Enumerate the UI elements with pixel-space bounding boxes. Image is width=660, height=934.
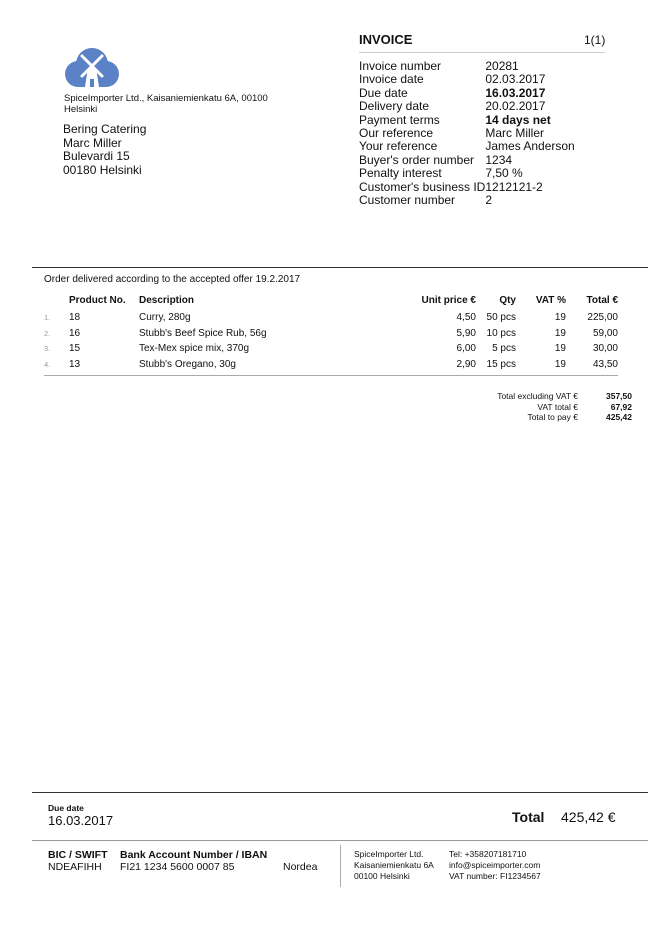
detail-row	[359, 140, 575, 153]
col-index-header	[44, 294, 69, 310]
totals-value: 67,92	[610, 401, 632, 412]
detail-row	[359, 100, 575, 113]
line-total: 30,00	[592, 343, 618, 355]
detail-row	[359, 154, 575, 167]
detail-label: Delivery date	[359, 99, 430, 114]
table-row	[44, 326, 618, 342]
line-total: 43,50	[592, 358, 618, 370]
total-value: 425,42 €	[561, 809, 616, 825]
vat-percent: 19	[554, 312, 566, 324]
detail-value: 7,50 %	[485, 166, 523, 181]
footer-email: info@spiceimporter.com	[449, 860, 541, 870]
detail-label: Our reference	[359, 126, 434, 141]
detail-value: 1212121-2	[485, 179, 543, 194]
page-number: 1(1)	[584, 33, 606, 47]
line-total: 59,00	[592, 327, 618, 339]
detail-row	[359, 167, 575, 180]
col-vat: VAT %	[535, 294, 566, 306]
col-description: Description	[139, 294, 195, 306]
bank-name: Nordea	[283, 861, 318, 873]
detail-value: 20281	[485, 59, 519, 73]
detail-row	[359, 60, 575, 73]
product-no: 18	[69, 312, 81, 324]
divider	[32, 267, 648, 268]
due-date-label: Due date	[48, 803, 84, 813]
bic-label: BIC / SWIFT	[48, 849, 108, 861]
totals-value: 425,42	[606, 412, 632, 422]
qty: 50 pcs	[486, 312, 516, 324]
footer-separator	[340, 845, 341, 887]
recipient-street: Bulevardi 15	[63, 149, 130, 163]
windmill-cloud-logo	[64, 46, 120, 92]
divider	[44, 375, 618, 376]
recipient-contact: Marc Miller	[63, 135, 122, 150]
total-label: Total	[512, 809, 545, 825]
vat-percent: 19	[554, 358, 566, 370]
totals-label: VAT total €	[537, 401, 578, 412]
recipient-city: 00180 Helsinki	[63, 162, 142, 177]
totals-label: Total excluding VAT €	[497, 391, 578, 401]
col-total: Total €	[586, 294, 618, 306]
due-date-value: 16.03.2017	[48, 813, 114, 828]
detail-label: Due date	[359, 85, 408, 100]
vat-percent: 19	[554, 343, 566, 355]
product-no: 16	[69, 327, 81, 339]
qty: 5 pcs	[492, 343, 516, 355]
iban-value: FI21 1234 5600 0007 85	[120, 861, 235, 873]
recipient-name: Bering Catering	[63, 122, 147, 136]
detail-row	[359, 194, 575, 207]
description: Stubb's Oregano, 30g	[139, 358, 236, 370]
row-index: 1.	[44, 313, 51, 323]
bic-value: NDEAFIHH	[48, 861, 102, 873]
row-index: 4.	[44, 359, 51, 369]
detail-value: James Anderson	[485, 139, 575, 154]
col-qty: Qty	[499, 294, 516, 306]
line-total: 225,00	[587, 312, 618, 324]
vat-percent: 19	[554, 327, 566, 339]
detail-value: 16.03.2017	[485, 85, 546, 100]
totals-label: Total to pay €	[527, 412, 578, 422]
footer-company-line: Kaisaniemienkatu 6A	[354, 860, 434, 870]
table-row	[44, 310, 618, 326]
detail-label: Penalty interest	[359, 166, 442, 181]
iban-label: Bank Account Number / IBAN	[120, 849, 268, 861]
qty: 15 pcs	[486, 358, 516, 370]
order-note: Order delivered according to the accepted offer 19.2.2017	[44, 274, 301, 285]
col-product-no: Product No.	[69, 294, 126, 306]
footer-company-line: 00100 Helsinki	[354, 871, 410, 881]
description: Curry, 280g	[139, 312, 191, 324]
totals-row	[460, 391, 632, 402]
qty: 10 pcs	[486, 327, 516, 339]
table-row	[44, 341, 618, 357]
footer-company	[354, 849, 434, 882]
detail-value: 1234	[485, 152, 513, 167]
table-header-row	[44, 294, 618, 310]
footer-vat-number: VAT number: FI1234567	[449, 871, 541, 881]
divider	[32, 840, 648, 841]
unit-price: 2,90	[456, 358, 476, 370]
footer-company-line: SpiceImporter Ltd.	[354, 849, 424, 859]
product-no: 15	[69, 343, 81, 355]
detail-row	[359, 114, 575, 127]
detail-label: Payment terms	[359, 112, 440, 127]
totals-row	[460, 402, 632, 413]
totals-summary	[460, 391, 632, 423]
unit-price: 6,00	[456, 343, 476, 355]
footer-phone: Tel: +358207181710	[449, 849, 527, 859]
detail-label: Customer's business ID	[359, 179, 486, 194]
row-index: 2.	[44, 328, 51, 338]
unit-price: 5,90	[456, 327, 476, 339]
divider	[32, 792, 648, 793]
description: Tex-Mex spice mix, 370g	[139, 343, 250, 355]
detail-label: Customer number	[359, 193, 456, 208]
invoice-details	[359, 60, 575, 207]
unit-price: 4,50	[456, 312, 476, 324]
table-row	[44, 357, 618, 373]
detail-value: 2	[485, 193, 493, 208]
detail-label: Invoice number	[359, 59, 442, 73]
totals-value: 357,50	[606, 391, 632, 401]
detail-value: 02.03.2017	[485, 72, 546, 87]
divider	[359, 52, 605, 53]
detail-label: Your reference	[359, 139, 438, 154]
col-unit-price: Unit price €	[421, 294, 476, 306]
detail-value: 20.02.2017	[485, 99, 546, 114]
detail-row	[359, 73, 575, 86]
items-table	[44, 294, 618, 372]
detail-row	[359, 127, 575, 140]
recipient-address	[63, 123, 146, 177]
description: Stubb's Beef Spice Rub, 56g	[139, 327, 267, 339]
totals-row	[460, 412, 632, 423]
detail-label: Invoice date	[359, 72, 424, 87]
footer-contact	[449, 849, 541, 882]
detail-label: Buyer's order number	[359, 152, 475, 167]
detail-value: 14 days net	[485, 112, 551, 127]
company-address: SpiceImporter Ltd., Kaisaniemienkatu 6A, 00100 Helsinki	[64, 93, 268, 115]
row-index: 3.	[44, 344, 51, 354]
product-no: 13	[69, 358, 81, 370]
detail-row	[359, 181, 575, 194]
detail-row	[359, 87, 575, 100]
invoice-title: INVOICE	[359, 32, 413, 47]
detail-value: Marc Miller	[485, 126, 545, 141]
